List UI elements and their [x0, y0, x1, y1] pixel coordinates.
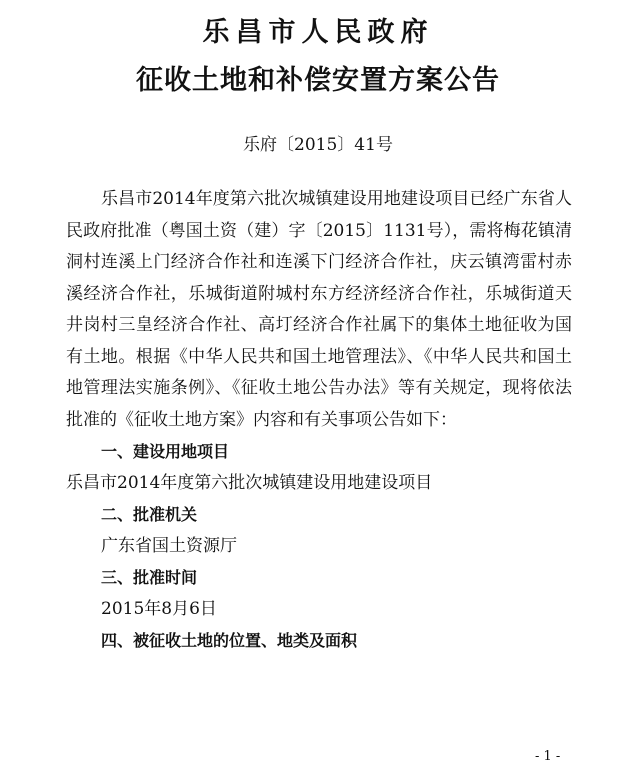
document-title: 征收土地和补偿安置方案公告 — [136, 65, 500, 96]
section-heading-project: 一、建设用地项目 — [101, 442, 230, 461]
issuer-title: 乐昌市人民政府 — [202, 17, 434, 48]
section-content-approval-date: 2015年8月6日 — [101, 598, 217, 619]
document-number: 乐府〔2015〕41号 — [243, 135, 393, 155]
intro-paragraph: 乐昌市2014年度第六批次城镇建设用地建设项目已经广东省人民政府批准（粤国土资（建）字〔2015〕1131号），需将梅花镇清洞村连溪上门经济合作社和连溪下门经济合作社，庆云镇湾雷村赤溪经济合作社，乐城街道附城村东方经济经济合作社，乐城街道天井岗村三皇经济合作社、高圢经济合作社属下的集体土地征收为国有土地。根据《中华人民共和国土地管理法》、《中华人民共和国土地管理法实施条例》、《征收土地公告办法》等有关规定，现将依法批准的《征收土地方案》内容和有关事项公告如下： — [66, 189, 572, 430]
section-heading-land-location: 四、被征收土地的位置、地类及面积 — [101, 631, 358, 650]
page-number: - 1 - — [535, 749, 561, 764]
section-heading-approval-authority: 二、批准机关 — [101, 505, 198, 524]
section-heading-approval-date: 三、批准时间 — [101, 568, 198, 587]
section-content-approval-authority: 广东省国土资源厅 — [101, 535, 237, 556]
section-content-project: 乐昌市2014年度第六批次城镇建设用地建设项目 — [66, 472, 433, 493]
document-body — [66, 184, 572, 657]
